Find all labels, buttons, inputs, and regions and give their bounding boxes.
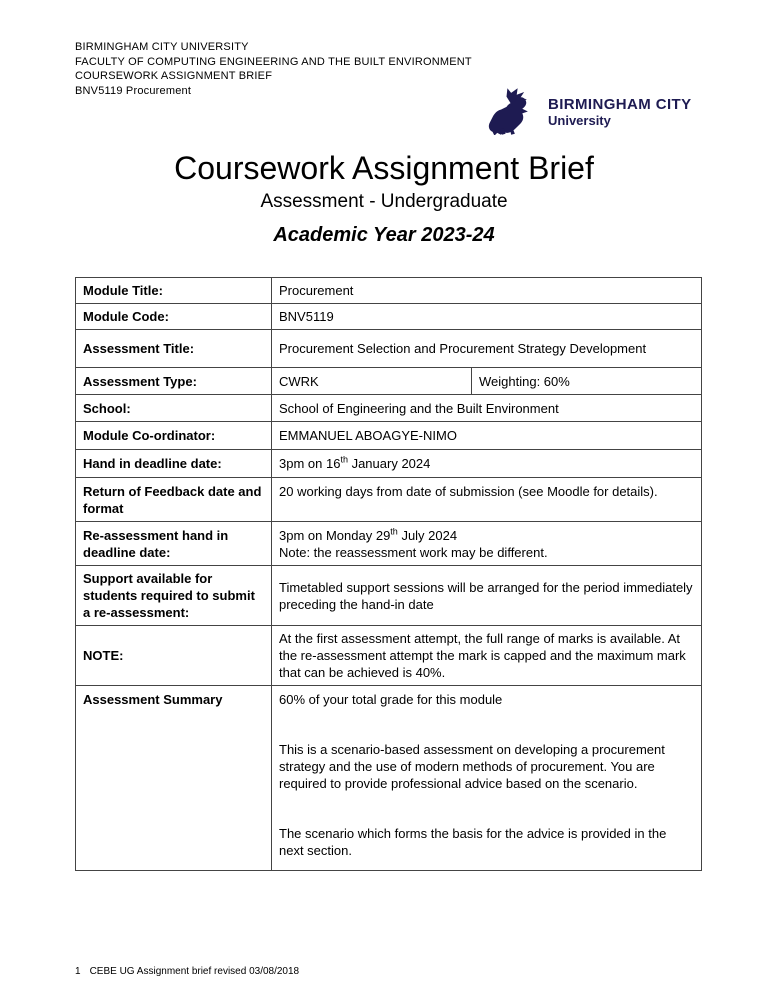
row-label: Assessment Type: (76, 368, 272, 395)
row-assessment-title (76, 330, 702, 368)
row-label: Re-assessment hand in deadline date: (76, 522, 272, 566)
row-value: 20 working days from date of submission (see Moodle for details). (272, 478, 702, 522)
reassessment-note-line: Note: the reassessment work may be different. (279, 545, 548, 560)
document-header (75, 40, 472, 98)
bcu-lion-crest-icon (487, 88, 539, 135)
ordinal-suffix: th (390, 526, 398, 537)
row-value (272, 522, 702, 566)
row-value: Procurement (272, 278, 702, 304)
row-value: CWRK (272, 368, 472, 395)
footer-page-number: 1 (75, 966, 81, 977)
row-label: Support available for students required to submit a re-assessment: (76, 566, 272, 626)
reassessment-text: 3pm on Monday 29 (279, 528, 391, 543)
footer-text: CEBE UG Assignment brief revised 03/08/2018 (89, 966, 300, 977)
deadline-text-rest: January 2024 (351, 456, 431, 471)
page-footer (75, 966, 299, 978)
header-line-brief: COURSEWORK ASSIGNMENT BRIEF (75, 70, 273, 82)
row-value (272, 686, 702, 871)
row-weighting: Weighting: 60% (472, 368, 702, 395)
header-line-module: BNV5119 Procurement (75, 84, 192, 97)
row-module-code (76, 304, 702, 330)
row-value: EMMANUEL ABOAGYE-NIMO (272, 422, 702, 450)
assignment-brief-table (75, 277, 702, 871)
row-hand-in-deadline (76, 450, 702, 478)
summary-paragraph: The scenario which forms the basis for the advice is provided in the next section. (279, 826, 667, 858)
reassessment-date-line (279, 527, 694, 544)
row-module-title (76, 278, 702, 304)
row-support (76, 566, 702, 626)
row-assessment-type (76, 368, 702, 395)
row-label: Module Co-ordinator: (76, 422, 272, 450)
summary-paragraph-spacer (279, 708, 694, 741)
deadline-text: 3pm on 16 (279, 456, 341, 471)
row-note (76, 626, 702, 686)
bcu-logo (487, 88, 692, 135)
row-label: Return of Feedback date and format (76, 478, 272, 522)
academic-year-title: Academic Year 2023-24 (273, 224, 495, 246)
bcu-logo-title: BIRMINGHAM CITY (548, 95, 692, 113)
row-coordinator (76, 422, 702, 450)
bcu-logo-subtitle: University (548, 112, 611, 128)
row-value: BNV5119 (272, 304, 702, 330)
summary-paragraph: 60% of your total grade for this module (279, 692, 503, 707)
reassessment-text-rest: July 2024 (401, 528, 458, 543)
row-label: Module Code: (76, 304, 272, 330)
row-value: School of Engineering and the Built Environment (272, 395, 702, 422)
row-label: Assessment Summary (76, 686, 272, 871)
header-line-faculty: FACULTY OF COMPUTING ENGINEERING AND THE BUILT ENVIRONMENT (75, 55, 472, 68)
page-title: Coursework Assignment Brief (174, 150, 594, 186)
row-school (76, 395, 702, 422)
summary-paragraph-spacer (279, 792, 694, 825)
row-value (272, 450, 702, 478)
row-value: Timetabled support sessions will be arranged for the period immediately preceding the hand-in date (272, 566, 702, 626)
row-assessment-summary (76, 686, 702, 871)
row-label: Assessment Title: (76, 330, 272, 368)
row-label: Hand in deadline date: (76, 450, 272, 478)
header-line-university: BIRMINGHAM CITY UNIVERSITY (75, 41, 249, 53)
ordinal-suffix: th (340, 454, 348, 465)
summary-paragraph: This is a scenario-based assessment on developing a procurement strategy and the use of modern methods of procurement. You are required to provide professional advice based on the scenario. (279, 742, 665, 791)
row-label: Module Title: (76, 278, 272, 304)
row-value: Procurement Selection and Procurement Strategy Development (272, 330, 702, 368)
row-reassessment-deadline (76, 522, 702, 566)
row-feedback (76, 478, 702, 522)
row-label: School: (76, 395, 272, 422)
page-subtitle: Assessment - Undergraduate (260, 191, 508, 212)
row-label: NOTE: (76, 626, 272, 686)
row-value: At the first assessment attempt, the full range of marks is available. At the re-assessment attempt the mark is capped and the maximum mark that can be achieved is 40%. (272, 626, 702, 686)
bcu-logo-text (548, 96, 692, 128)
